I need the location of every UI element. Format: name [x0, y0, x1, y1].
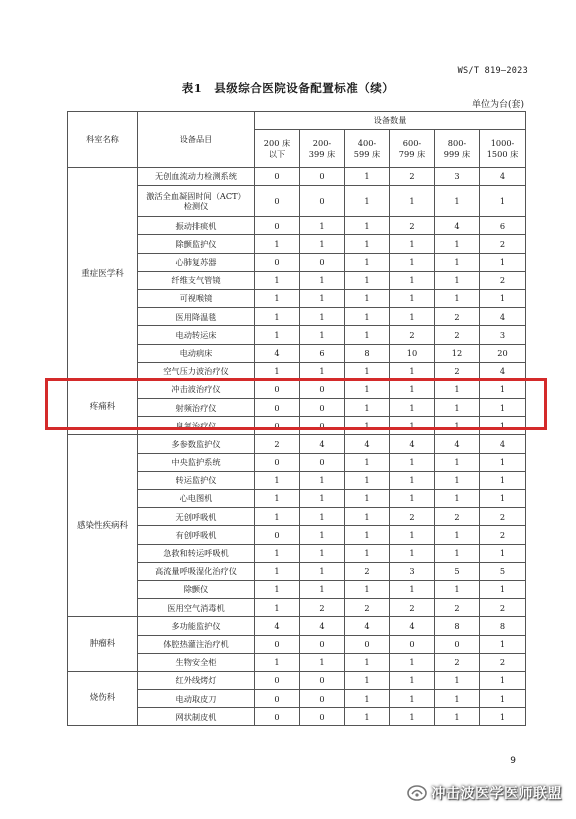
quantity-cell: 2	[255, 435, 300, 453]
quantity-cell: 2	[390, 217, 435, 235]
table-row	[68, 671, 526, 689]
quantity-cell: 4	[435, 435, 480, 453]
quantity-cell: 1	[255, 599, 300, 617]
quantity-cell: 1	[345, 271, 390, 289]
quantity-cell: 1	[255, 271, 300, 289]
header-qty-col	[480, 130, 526, 168]
quantity-cell: 1	[390, 289, 435, 307]
table-title: 表1 县级综合医院设备配置标准（续）	[181, 81, 395, 95]
quantity-cell: 1	[255, 289, 300, 307]
quantity-cell: 6	[300, 344, 345, 362]
quantity-cell: 0	[435, 635, 480, 653]
quantity-cell: 2	[345, 562, 390, 580]
department-name: 烧伤科	[68, 671, 138, 726]
quantity-cell: 1	[390, 253, 435, 271]
quantity-cell: 2	[480, 653, 526, 671]
quantity-cell: 1	[390, 186, 435, 217]
header-qty-line: 400-	[357, 138, 377, 149]
quantity-cell: 4	[390, 617, 435, 635]
equipment-item-line: 电动取皮刀	[175, 693, 217, 704]
equipment-item-line: 电动转运床	[175, 329, 217, 340]
quantity-cell: 1	[300, 289, 345, 307]
quantity-cell: 0	[255, 186, 300, 217]
equipment-item	[138, 490, 255, 508]
quantity-cell: 6	[480, 217, 526, 235]
header-qty-line: 399 床	[308, 148, 336, 159]
quantity-cell: 1	[255, 562, 300, 580]
quantity-cell: 1	[345, 653, 390, 671]
quantity-cell: 8	[480, 617, 526, 635]
quantity-cell: 0	[255, 417, 300, 435]
equipment-item	[138, 217, 255, 235]
table-row	[68, 617, 526, 635]
quantity-cell: 1	[300, 471, 345, 489]
equipment-item-line: 纤维支气管镜	[171, 275, 221, 286]
quantity-cell: 0	[255, 253, 300, 271]
header-qty-line: 599 床	[353, 148, 381, 159]
equipment-item	[138, 671, 255, 689]
equipment-item-line: 中央监护系统	[171, 457, 221, 468]
quantity-cell: 1	[390, 271, 435, 289]
quantity-cell: 1	[345, 453, 390, 471]
header-qty-line: 799 床	[398, 148, 426, 159]
header-qty-line: 1000-	[490, 138, 515, 149]
quantity-cell: 1	[345, 308, 390, 326]
unit-label: 单位为台(套)	[471, 100, 524, 110]
quantity-cell: 1	[435, 399, 480, 417]
quantity-cell: 4	[300, 617, 345, 635]
equipment-item	[138, 308, 255, 326]
quantity-cell: 1	[480, 635, 526, 653]
quantity-cell: 1	[390, 380, 435, 398]
quantity-cell: 0	[345, 635, 390, 653]
quantity-cell: 1	[435, 526, 480, 544]
quantity-cell: 4	[480, 362, 526, 380]
quantity-cell: 1	[390, 526, 435, 544]
equipment-item-line: 高流量呼吸湿化治疗仪	[155, 566, 237, 577]
quantity-cell: 2	[480, 235, 526, 253]
quantity-cell: 0	[255, 635, 300, 653]
department-name: 重症医学科	[68, 168, 138, 381]
equipment-item-line: 多参数监护仪	[171, 438, 221, 449]
quantity-cell: 1	[390, 417, 435, 435]
quantity-cell: 1	[435, 186, 480, 217]
quantity-cell: 1	[345, 289, 390, 307]
quantity-cell: 1	[480, 186, 526, 217]
quantity-cell: 1	[345, 671, 390, 689]
quantity-cell: 1	[345, 417, 390, 435]
quantity-cell: 1	[255, 653, 300, 671]
quantity-cell: 1	[345, 690, 390, 708]
quantity-cell: 4	[390, 435, 435, 453]
quantity-cell: 1	[435, 235, 480, 253]
quantity-cell: 1	[435, 708, 480, 726]
quantity-cell: 1	[435, 271, 480, 289]
quantity-cell: 1	[300, 580, 345, 598]
quantity-cell: 20	[480, 344, 526, 362]
quantity-cell: 1	[255, 362, 300, 380]
quantity-cell: 2	[480, 508, 526, 526]
quantity-cell: 2	[390, 599, 435, 617]
watermark	[406, 783, 563, 803]
equipment-item	[138, 168, 255, 186]
quantity-cell: 1	[390, 690, 435, 708]
quantity-cell: 2	[345, 599, 390, 617]
quantity-cell: 1	[435, 490, 480, 508]
quantity-cell: 1	[480, 690, 526, 708]
equipment-item	[138, 326, 255, 344]
quantity-cell: 1	[480, 253, 526, 271]
department-name: 感染性疾病科	[68, 435, 138, 617]
quantity-cell: 1	[345, 253, 390, 271]
quantity-cell: 1	[345, 708, 390, 726]
quantity-cell: 1	[435, 380, 480, 398]
quantity-cell: 0	[255, 380, 300, 398]
table-row	[68, 168, 526, 186]
quantity-cell: 1	[435, 471, 480, 489]
quantity-cell: 1	[255, 235, 300, 253]
quantity-cell: 0	[300, 168, 345, 186]
equipment-item-line: 除颤仪	[183, 584, 209, 595]
quantity-cell: 1	[435, 289, 480, 307]
equipment-item	[138, 599, 255, 617]
quantity-cell: 0	[300, 708, 345, 726]
quantity-cell: 1	[255, 326, 300, 344]
table-row	[68, 435, 526, 453]
equipment-item-line: 冲击波治疗仪	[171, 384, 221, 395]
quantity-cell: 0	[300, 399, 345, 417]
quantity-cell: 1	[390, 708, 435, 726]
equipment-item-line: 医用空气消毒机	[167, 602, 225, 613]
quantity-cell: 1	[435, 544, 480, 562]
equipment-item-line: 检测仪	[183, 201, 209, 212]
quantity-cell: 1	[390, 399, 435, 417]
quantity-cell: 1	[435, 417, 480, 435]
equipment-item-line: 生物安全柜	[175, 657, 217, 668]
quantity-cell: 0	[300, 671, 345, 689]
quantity-cell: 1	[345, 471, 390, 489]
equipment-item	[138, 235, 255, 253]
quantity-cell: 1	[390, 580, 435, 598]
quantity-cell: 1	[480, 289, 526, 307]
quantity-cell: 1	[480, 544, 526, 562]
header-qty-col	[435, 130, 480, 168]
quantity-cell: 2	[390, 508, 435, 526]
equipment-item-line: 射频治疗仪	[175, 402, 217, 413]
quantity-cell: 0	[390, 635, 435, 653]
quantity-cell: 0	[300, 186, 345, 217]
header-qty-col	[390, 130, 435, 168]
quantity-cell: 3	[390, 562, 435, 580]
quantity-cell: 4	[345, 435, 390, 453]
quantity-cell: 1	[345, 217, 390, 235]
quantity-cell: 1	[480, 580, 526, 598]
quantity-cell: 1	[480, 380, 526, 398]
quantity-cell: 0	[255, 708, 300, 726]
quantity-cell: 2	[480, 526, 526, 544]
watermark-text: 冲击波医学医师联盟	[431, 786, 562, 802]
equipment-item	[138, 617, 255, 635]
quantity-cell: 2	[390, 168, 435, 186]
quantity-cell: 1	[300, 235, 345, 253]
quantity-cell: 1	[300, 308, 345, 326]
quantity-cell: 1	[255, 471, 300, 489]
quantity-cell: 1	[345, 490, 390, 508]
equipment-item-line: 红外线烤灯	[175, 675, 217, 686]
quantity-cell: 1	[435, 580, 480, 598]
quantity-cell: 2	[435, 508, 480, 526]
quantity-cell: 1	[480, 399, 526, 417]
equipment-item-line: 心肺复苏器	[175, 257, 217, 268]
quantity-cell: 1	[345, 544, 390, 562]
department-name: 疼痛科	[68, 380, 138, 435]
quantity-cell: 4	[480, 308, 526, 326]
quantity-cell: 0	[300, 253, 345, 271]
quantity-cell: 0	[255, 399, 300, 417]
quantity-cell: 4	[345, 617, 390, 635]
equipment-item	[138, 471, 255, 489]
quantity-cell: 1	[255, 508, 300, 526]
quantity-cell: 1	[480, 490, 526, 508]
equipment-item-line: 无创呼吸机	[175, 511, 217, 522]
quantity-cell: 3	[480, 326, 526, 344]
equipment-item	[138, 653, 255, 671]
quantity-cell: 1	[435, 253, 480, 271]
quantity-cell: 10	[390, 344, 435, 362]
quantity-cell: 1	[345, 526, 390, 544]
quantity-cell: 1	[300, 562, 345, 580]
quantity-cell: 1	[300, 526, 345, 544]
quantity-cell: 0	[300, 417, 345, 435]
quantity-cell: 4	[480, 435, 526, 453]
quantity-cell: 0	[255, 671, 300, 689]
quantity-cell: 1	[255, 544, 300, 562]
equipment-item-line: 除颤监护仪	[175, 238, 217, 249]
header-qty-col	[345, 130, 390, 168]
quantity-cell: 1	[300, 508, 345, 526]
equipment-item	[138, 271, 255, 289]
header-qty-col	[255, 130, 300, 168]
equipment-item	[138, 186, 255, 217]
quantity-cell: 1	[300, 271, 345, 289]
equipment-item	[138, 580, 255, 598]
quantity-cell: 0	[300, 635, 345, 653]
quantity-cell: 1	[255, 308, 300, 326]
equipment-item	[138, 508, 255, 526]
quantity-cell: 5	[480, 562, 526, 580]
quantity-cell: 1	[390, 308, 435, 326]
header-qty-line: 600-	[402, 138, 422, 149]
equipment-item-line: 网状制皮机	[175, 711, 217, 722]
equipment-item-line: 心电图机	[179, 493, 213, 504]
quantity-cell: 4	[435, 217, 480, 235]
quantity-cell: 2	[480, 271, 526, 289]
equipment-item	[138, 544, 255, 562]
quantity-cell: 5	[435, 562, 480, 580]
equipment-item-line: 转运监护仪	[175, 475, 217, 486]
quantity-cell: 1	[345, 186, 390, 217]
quantity-cell: 0	[255, 217, 300, 235]
quantity-cell: 8	[435, 617, 480, 635]
quantity-cell: 1	[345, 380, 390, 398]
quantity-cell: 2	[435, 599, 480, 617]
equipment-item	[138, 253, 255, 271]
highlight-box	[45, 378, 547, 430]
quantity-cell: 1	[300, 653, 345, 671]
quantity-cell: 1	[390, 490, 435, 508]
header-dept: 科室名称	[68, 112, 138, 168]
quantity-cell: 1	[345, 399, 390, 417]
quantity-cell: 1	[480, 471, 526, 489]
quantity-cell: 1	[345, 168, 390, 186]
wechat-official-account-icon	[406, 784, 428, 802]
quantity-cell: 1	[390, 453, 435, 471]
quantity-cell: 1	[300, 362, 345, 380]
header-qty-line: 999 床	[443, 148, 471, 159]
quantity-cell: 1	[255, 580, 300, 598]
quantity-cell: 1	[300, 544, 345, 562]
quantity-cell: 2	[390, 326, 435, 344]
quantity-cell: 1	[255, 490, 300, 508]
equipment-item	[138, 289, 255, 307]
header-quantity: 设备数量	[255, 112, 526, 130]
quantity-cell: 8	[345, 344, 390, 362]
equipment-item	[138, 690, 255, 708]
equipment-item	[138, 635, 255, 653]
header-qty-line: 以下	[268, 148, 286, 159]
quantity-cell: 1	[390, 653, 435, 671]
equipment-item-line: 无创血流动力检测系统	[155, 171, 237, 182]
equipment-item-line: 可视喉镜	[179, 293, 213, 304]
quantity-cell: 1	[390, 544, 435, 562]
quantity-cell: 1	[480, 708, 526, 726]
quantity-cell: 1	[345, 508, 390, 526]
quantity-cell: 2	[435, 362, 480, 380]
equipment-item	[138, 453, 255, 471]
quantity-cell: 4	[300, 435, 345, 453]
header-qty-line: 800-	[447, 138, 467, 149]
quantity-cell: 2	[480, 599, 526, 617]
quantity-cell: 1	[345, 235, 390, 253]
equipment-item-line: 有创呼吸机	[175, 529, 217, 540]
equipment-item-line: 多功能监护仪	[171, 620, 221, 631]
equipment-item-line: 激活全血凝固时间（ACT）	[146, 190, 246, 201]
equipment-item-line: 臭氧治疗仪	[175, 420, 217, 431]
quantity-cell: 1	[300, 326, 345, 344]
quantity-cell: 1	[435, 453, 480, 471]
header-qty-line: 1500 床	[486, 148, 519, 159]
quantity-cell: 1	[345, 362, 390, 380]
quantity-cell: 1	[300, 217, 345, 235]
quantity-cell: 2	[435, 653, 480, 671]
quantity-cell: 2	[435, 326, 480, 344]
quantity-cell: 4	[480, 168, 526, 186]
quantity-cell: 0	[300, 380, 345, 398]
page-number: 9	[510, 756, 516, 766]
quantity-cell: 1	[300, 490, 345, 508]
equipment-item-line: 电动病床	[179, 347, 213, 358]
quantity-cell: 0	[255, 168, 300, 186]
quantity-cell: 1	[480, 453, 526, 471]
equipment-item-line: 医用降温毯	[175, 311, 217, 322]
quantity-cell: 1	[390, 362, 435, 380]
quantity-cell: 3	[435, 168, 480, 186]
quantity-cell: 1	[480, 671, 526, 689]
equipment-item-line: 空气压力波治疗仪	[163, 366, 229, 377]
quantity-cell: 12	[435, 344, 480, 362]
equipment-item	[138, 562, 255, 580]
quantity-cell: 0	[255, 690, 300, 708]
equipment-item-line: 急救和转运呼吸机	[163, 548, 229, 559]
quantity-cell: 1	[435, 671, 480, 689]
quantity-cell: 4	[255, 344, 300, 362]
quantity-cell: 0	[300, 453, 345, 471]
quantity-cell: 2	[300, 599, 345, 617]
header-qty-col	[300, 130, 345, 168]
equipment-item	[138, 435, 255, 453]
equipment-item	[138, 344, 255, 362]
quantity-cell: 0	[300, 690, 345, 708]
equipment-item-line: 振动排痰机	[175, 220, 217, 231]
quantity-cell: 1	[480, 417, 526, 435]
standard-code: WS/T 819—2023	[457, 66, 528, 76]
quantity-cell: 0	[255, 526, 300, 544]
department-name: 肿瘤科	[68, 617, 138, 672]
header-qty-line: 200 床	[263, 138, 291, 149]
equipment-item-line: 体腔热灌注治疗机	[163, 638, 229, 649]
quantity-cell: 1	[435, 690, 480, 708]
quantity-cell: 0	[255, 453, 300, 471]
quantity-cell: 1	[390, 471, 435, 489]
quantity-cell: 1	[345, 580, 390, 598]
equipment-item	[138, 708, 255, 726]
quantity-cell: 4	[255, 617, 300, 635]
header-qty-line: 200-	[312, 138, 332, 149]
equipment-item	[138, 526, 255, 544]
quantity-cell: 1	[345, 326, 390, 344]
header-item: 设备品目	[138, 112, 255, 168]
quantity-cell: 2	[435, 308, 480, 326]
quantity-cell: 1	[390, 235, 435, 253]
quantity-cell: 1	[390, 671, 435, 689]
